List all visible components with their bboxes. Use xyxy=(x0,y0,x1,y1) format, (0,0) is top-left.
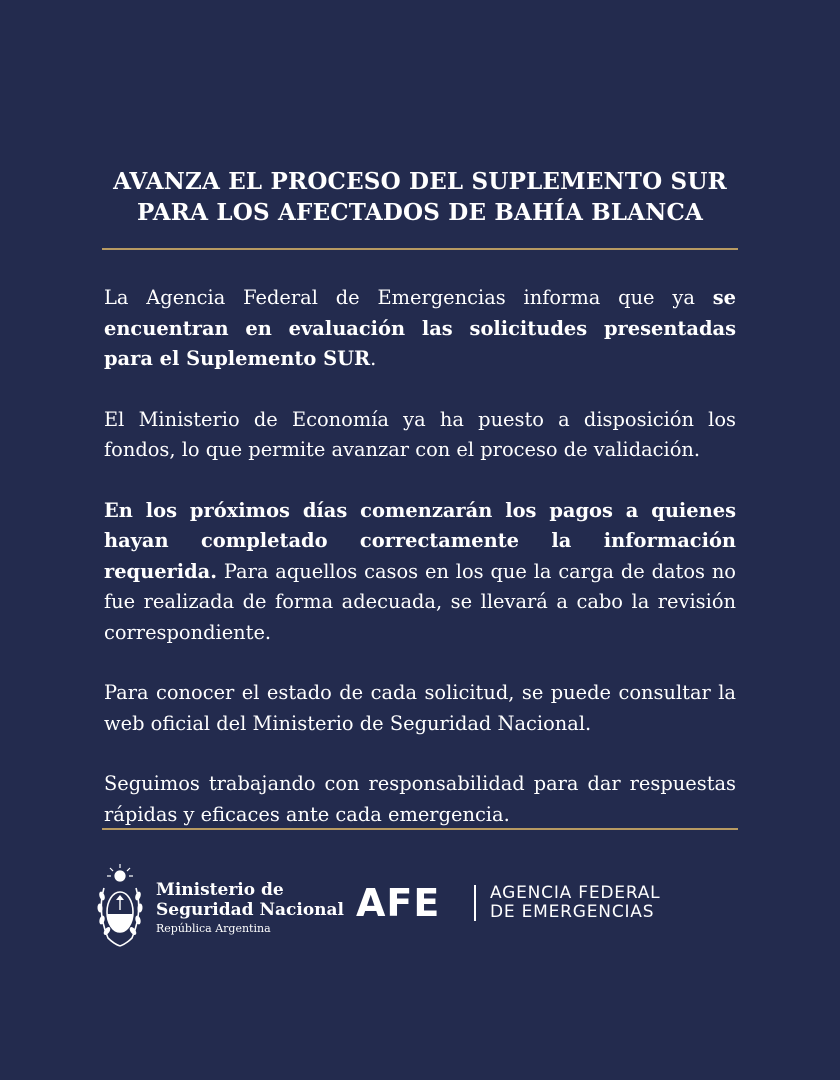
paragraph-4: Para conocer el estado de cada solicitud, se puede consultar la web oficial del Ministerio de Seguridad Nacional. xyxy=(104,681,736,735)
bottom-divider xyxy=(102,828,738,830)
afe-logo: AFE xyxy=(356,881,441,925)
paragraph-1-emphasis: se encuentran en evaluación las solicitudes presentadas para el Suplemento SUR xyxy=(104,286,736,370)
paragraph-3 xyxy=(104,496,736,649)
announcement-body xyxy=(104,283,736,860)
agency-name-line-1: AGENCIA FEDERAL xyxy=(490,883,661,903)
paragraph-3-text: Para aquellos casos en los que la carga de datos no fue realizada de forma adecuada, se llevará a cabo la revisión correspondiente. xyxy=(104,559,736,644)
top-divider xyxy=(102,248,738,250)
paragraph-3-emphasis: En los próximos días comenzarán los pagos a quienes hayan completado correctamente la información requerida. xyxy=(104,498,736,583)
ministry-name-line-1: Ministerio de xyxy=(156,880,284,900)
paragraph-5: Seguimos trabajando con responsabilidad para dar respuestas rápidas y eficaces ante cada emergencia. xyxy=(104,772,736,826)
agency-name xyxy=(490,884,660,922)
afe-logo-divider xyxy=(474,885,476,921)
paragraph-1-end: . xyxy=(370,347,377,370)
page-title xyxy=(0,166,840,228)
title-line-2: PARA LOS AFECTADOS DE BAHÍA BLANCA xyxy=(136,199,704,226)
paragraph-1 xyxy=(104,283,736,375)
ministry-name xyxy=(156,880,344,937)
agency-name-line-2: DE EMERGENCIAS xyxy=(490,902,655,922)
coat-of-arms-icon xyxy=(94,862,146,950)
paragraph-2: El Ministerio de Economía ya ha puesto a disposición los fondos, lo que permite avanzar con el proceso de validación. xyxy=(104,407,736,461)
title-line-1: AVANZA EL PROCESO DEL SUPLEMENTO SUR xyxy=(113,168,727,195)
ministry-name-line-2: Seguridad Nacional xyxy=(156,900,344,920)
footer-logos xyxy=(0,858,840,958)
ministry-country: República Argentina xyxy=(156,922,271,935)
paragraph-1-text: La Agencia Federal de Emergencias informa que ya xyxy=(104,286,713,309)
